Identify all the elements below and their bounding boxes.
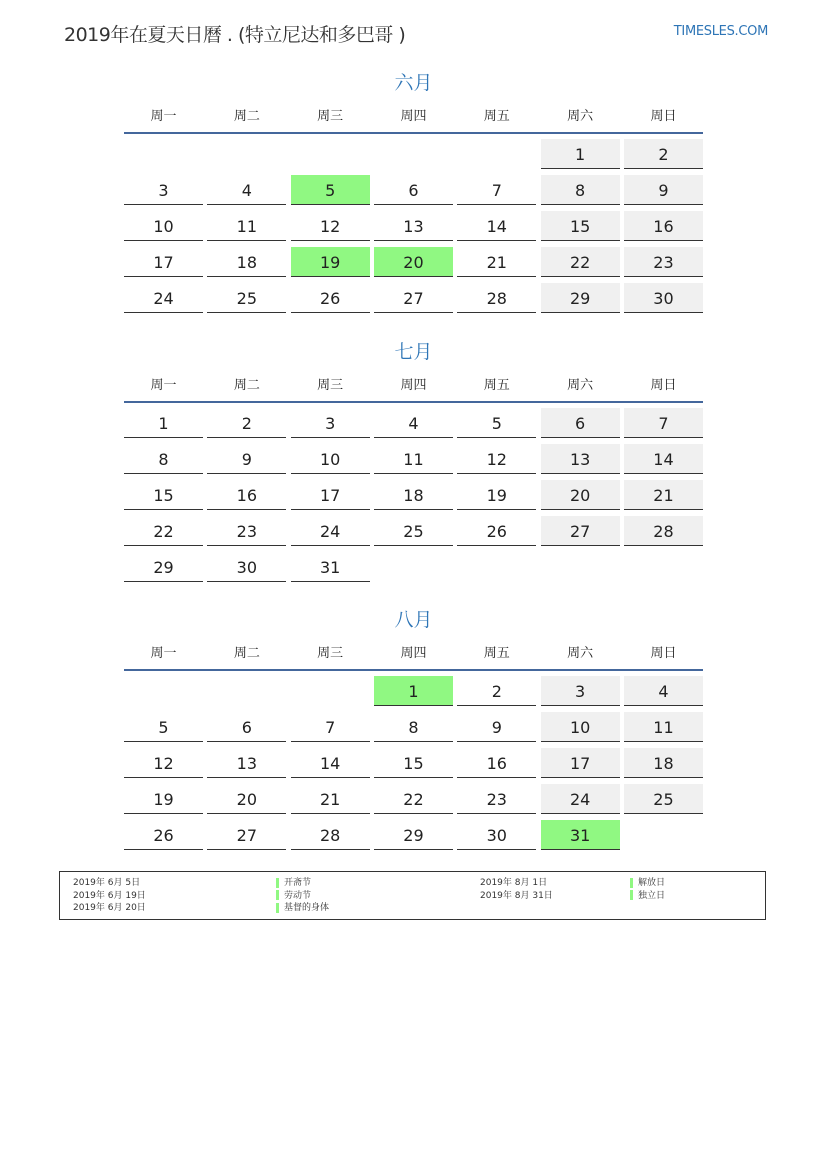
empty-day-cell: [291, 676, 370, 706]
week-row: [124, 175, 703, 205]
day-cell: 13: [374, 211, 453, 241]
day-cell: 2: [457, 676, 536, 706]
legend-dates-right: [480, 877, 553, 902]
day-cell: 26: [457, 516, 536, 546]
weekday-label: 周四: [400, 108, 427, 124]
day-cell: 2: [207, 408, 286, 438]
day-cell: 3: [291, 408, 370, 438]
week-row: [124, 247, 703, 277]
holiday-color-marker: [276, 890, 279, 900]
day-cell: 22: [541, 247, 620, 277]
day-cell: 27: [207, 820, 286, 850]
week-row: [124, 784, 703, 814]
day-cell: 8: [124, 444, 203, 474]
day-cell: 20: [541, 480, 620, 510]
day-cell: 11: [207, 211, 286, 241]
empty-day-cell: [291, 139, 370, 169]
week-row: [124, 444, 703, 474]
week-row: [124, 552, 703, 582]
site-name[interactable]: TIMESLES.COM: [673, 24, 768, 39]
holiday-day-cell: 31: [541, 820, 620, 850]
day-cell: 16: [624, 211, 703, 241]
day-cell: 6: [541, 408, 620, 438]
weeks-grid: [124, 671, 703, 850]
weekday-header: [124, 365, 703, 403]
week-row: [124, 139, 703, 169]
day-cell: 24: [291, 516, 370, 546]
weeks-grid: [124, 134, 703, 313]
legend-holiday-name: 基督的身体: [284, 903, 330, 913]
weekday-label: 周五: [483, 108, 510, 124]
day-cell: 2: [624, 139, 703, 169]
legend-names-right: [630, 877, 665, 902]
day-cell: 17: [541, 748, 620, 778]
day-cell: 24: [541, 784, 620, 814]
month-title: 八月: [394, 609, 433, 631]
week-row: [124, 408, 703, 438]
empty-day-cell: [541, 552, 620, 582]
month-calendar: [124, 70, 703, 319]
day-cell: 28: [624, 516, 703, 546]
day-cell: 26: [124, 820, 203, 850]
weekday-label: 周六: [567, 377, 594, 393]
weekday-label: 周日: [650, 645, 677, 661]
week-row: [124, 480, 703, 510]
day-cell: 17: [124, 247, 203, 277]
day-cell: 12: [291, 211, 370, 241]
empty-day-cell: [124, 139, 203, 169]
day-cell: 6: [374, 175, 453, 205]
weekday-label: 周四: [400, 645, 427, 661]
day-cell: 10: [541, 712, 620, 742]
day-cell: 11: [624, 712, 703, 742]
day-cell: 9: [624, 175, 703, 205]
day-cell: 25: [624, 784, 703, 814]
page-title: 2019年在夏天日曆 . (特立尼达和多巴哥 ): [64, 24, 406, 46]
weekday-label: 周六: [567, 645, 594, 661]
month-title: 七月: [394, 341, 433, 363]
day-cell: 30: [207, 552, 286, 582]
day-cell: 29: [541, 283, 620, 313]
legend-holiday-name: 解放日: [638, 878, 666, 888]
holiday-day-cell: 1: [374, 676, 453, 706]
empty-day-cell: [624, 552, 703, 582]
week-row: [124, 516, 703, 546]
day-cell: 21: [457, 247, 536, 277]
week-row: [124, 820, 703, 850]
week-row: [124, 283, 703, 313]
day-cell: 20: [207, 784, 286, 814]
day-cell: 3: [124, 175, 203, 205]
holiday-color-marker: [630, 878, 633, 888]
day-cell: 4: [624, 676, 703, 706]
month-calendar: [124, 607, 703, 856]
day-cell: 15: [374, 748, 453, 778]
week-row: [124, 712, 703, 742]
day-cell: 10: [291, 444, 370, 474]
weekday-label: 周三: [317, 645, 344, 661]
day-cell: 8: [374, 712, 453, 742]
day-cell: 13: [207, 748, 286, 778]
holiday-legend: [59, 871, 766, 920]
day-cell: 4: [207, 175, 286, 205]
legend-holiday-name: 独立日: [638, 890, 666, 901]
day-cell: 28: [291, 820, 370, 850]
weekday-label: 周二: [233, 645, 260, 661]
weekday-header: [124, 96, 703, 134]
day-cell: 13: [541, 444, 620, 474]
weekday-label: 周四: [400, 377, 427, 393]
day-cell: 29: [124, 552, 203, 582]
day-cell: 7: [457, 175, 536, 205]
weekday-label: 周三: [317, 108, 344, 124]
day-cell: 23: [624, 247, 703, 277]
weekday-label: 周一: [150, 645, 177, 661]
day-cell: 6: [207, 712, 286, 742]
day-cell: 28: [457, 283, 536, 313]
day-cell: 29: [374, 820, 453, 850]
weekday-label: 周日: [650, 377, 677, 393]
day-cell: 23: [457, 784, 536, 814]
day-cell: 10: [124, 211, 203, 241]
weekday-label: 周二: [233, 377, 260, 393]
day-cell: 16: [457, 748, 536, 778]
week-row: [124, 748, 703, 778]
holiday-day-cell: 19: [291, 247, 370, 277]
day-cell: 22: [374, 784, 453, 814]
empty-day-cell: [457, 552, 536, 582]
legend-date: 2019年 6月 5日: [73, 878, 141, 888]
week-row: [124, 211, 703, 241]
day-cell: 25: [207, 283, 286, 313]
day-cell: 19: [457, 480, 536, 510]
day-cell: 25: [374, 516, 453, 546]
empty-day-cell: [457, 139, 536, 169]
day-cell: 19: [124, 784, 203, 814]
day-cell: 22: [124, 516, 203, 546]
holiday-day-cell: 20: [374, 247, 453, 277]
day-cell: 9: [457, 712, 536, 742]
day-cell: 17: [291, 480, 370, 510]
month-calendar: [124, 339, 703, 588]
legend-date: 2019年 6月 19日: [73, 890, 146, 901]
week-row: [124, 676, 703, 706]
weekday-label: 周日: [650, 108, 677, 124]
day-cell: 18: [207, 247, 286, 277]
day-cell: 21: [291, 784, 370, 814]
day-cell: 18: [374, 480, 453, 510]
weekday-label: 周一: [150, 377, 177, 393]
day-cell: 8: [541, 175, 620, 205]
weekday-label: 周五: [483, 645, 510, 661]
day-cell: 27: [541, 516, 620, 546]
month-title: 六月: [394, 72, 433, 94]
day-cell: 1: [124, 408, 203, 438]
day-cell: 5: [124, 712, 203, 742]
day-cell: 14: [291, 748, 370, 778]
day-cell: 9: [207, 444, 286, 474]
holiday-color-marker: [276, 903, 279, 913]
weeks-grid: [124, 403, 703, 582]
holiday-color-marker: [276, 878, 279, 888]
weekday-label: 周五: [483, 377, 510, 393]
day-cell: 24: [124, 283, 203, 313]
day-cell: 18: [624, 748, 703, 778]
day-cell: 23: [207, 516, 286, 546]
empty-day-cell: [374, 552, 453, 582]
day-cell: 31: [291, 552, 370, 582]
day-cell: 27: [374, 283, 453, 313]
day-cell: 30: [624, 283, 703, 313]
legend-holiday-name: 劳动节: [284, 890, 312, 901]
day-cell: 26: [291, 283, 370, 313]
day-cell: 3: [541, 676, 620, 706]
holiday-day-cell: 5: [291, 175, 370, 205]
day-cell: 30: [457, 820, 536, 850]
day-cell: 14: [457, 211, 536, 241]
day-cell: 7: [291, 712, 370, 742]
weekday-label: 周六: [567, 108, 594, 124]
legend-names-left: [276, 877, 329, 915]
day-cell: 12: [124, 748, 203, 778]
day-cell: 5: [457, 408, 536, 438]
day-cell: 15: [124, 480, 203, 510]
legend-date: 2019年 6月 20日: [73, 903, 146, 913]
day-cell: 14: [624, 444, 703, 474]
day-cell: 15: [541, 211, 620, 241]
day-cell: 7: [624, 408, 703, 438]
weekday-label: 周一: [150, 108, 177, 124]
legend-date: 2019年 8月 31日: [480, 890, 553, 901]
weekday-header: [124, 633, 703, 671]
legend-holiday-name: 开斋节: [284, 878, 312, 888]
day-cell: 16: [207, 480, 286, 510]
empty-day-cell: [374, 139, 453, 169]
holiday-color-marker: [630, 890, 633, 900]
empty-day-cell: [207, 676, 286, 706]
day-cell: 21: [624, 480, 703, 510]
legend-date: 2019年 8月 1日: [480, 878, 548, 888]
weekday-label: 周三: [317, 377, 344, 393]
weekday-label: 周二: [233, 108, 260, 124]
day-cell: 1: [541, 139, 620, 169]
empty-day-cell: [124, 676, 203, 706]
day-cell: 11: [374, 444, 453, 474]
day-cell: 12: [457, 444, 536, 474]
empty-day-cell: [624, 820, 703, 850]
legend-dates-left: [73, 877, 146, 915]
empty-day-cell: [207, 139, 286, 169]
day-cell: 4: [374, 408, 453, 438]
